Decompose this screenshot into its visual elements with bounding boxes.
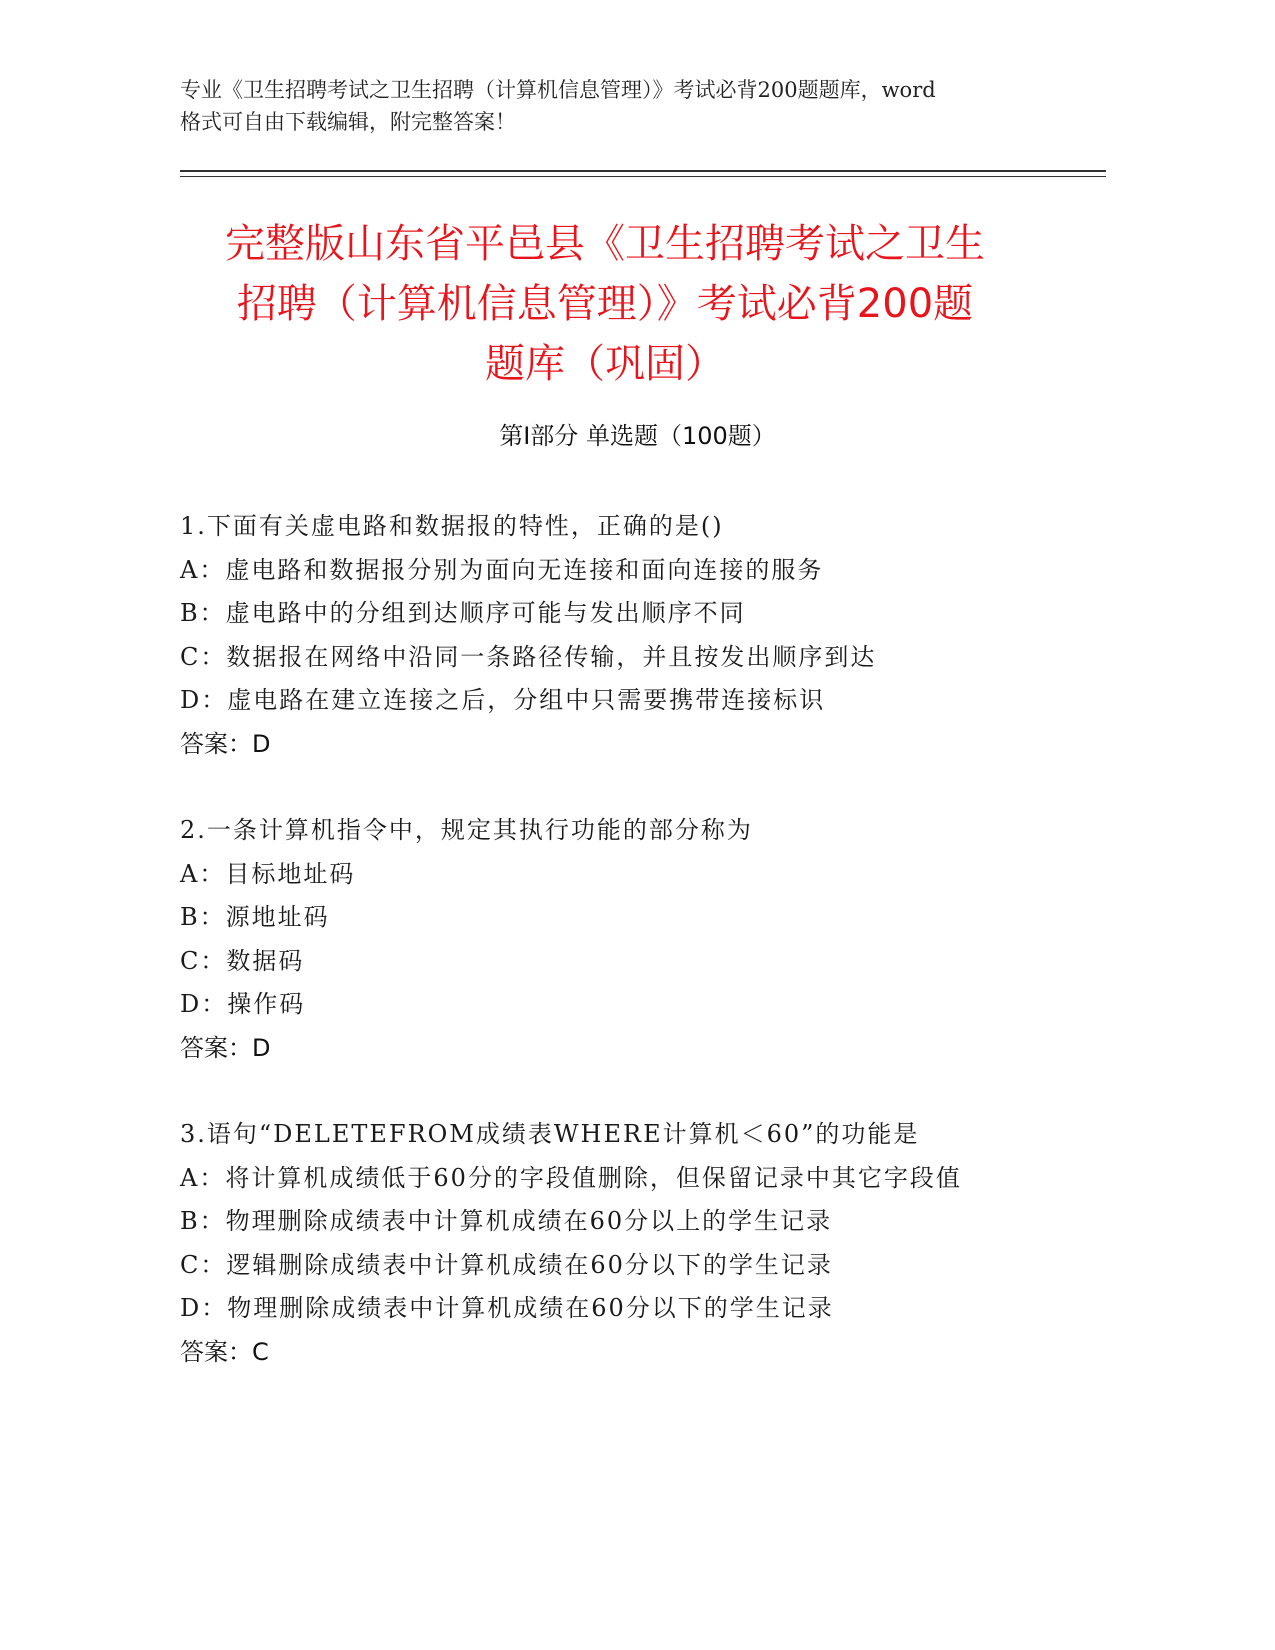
question-item — [180, 1113, 1100, 1374]
document-title-line-3: 题库（巩固） — [485, 341, 725, 387]
header-note-line-2: 格式可自由下载编辑，附完整答案！ — [180, 110, 516, 134]
option-c: C：数据报在网络中沿同一条路径传输，并且按发出顺序到达 — [180, 642, 877, 671]
document-title-line-2: 招聘（计算机信息管理）》考试必背200题 — [236, 281, 974, 327]
option-c: C：数据码 — [180, 946, 305, 975]
option-b: B：物理删除成绩表中计算机成绩在60分以上的学生记录 — [180, 1207, 833, 1235]
option-a: A：目标地址码 — [180, 859, 356, 888]
document-title-line-1: 完整版山东省平邑县《卫生招聘考试之卫生 — [225, 221, 985, 267]
question-list — [180, 505, 1100, 1417]
option-a: A：将计算机成绩低于60分的字段值删除，但保留记录中其它字段值 — [180, 1163, 962, 1192]
header-note-line-1: 专业《卫生招聘考试之卫生招聘（计算机信息管理）》考试必背200题题库，word — [180, 78, 936, 102]
question-stem: 3.语句“DELETEFROM成绩表WHERE计算机＜60”的功能是 — [180, 1120, 920, 1148]
question-item — [180, 505, 1100, 766]
section-heading: 第Ⅰ部分 单选题（100题） — [499, 422, 776, 450]
header-note — [180, 74, 1060, 138]
header-divider-thin — [180, 176, 1106, 177]
option-d: D：物理删除成绩表中计算机成绩在60分以下的学生记录 — [180, 1294, 834, 1322]
header-divider-thick — [180, 170, 1106, 172]
option-b: B：虚电路中的分组到达顺序可能与发出顺序不同 — [180, 599, 746, 627]
option-b: B：源地址码 — [180, 903, 330, 931]
question-stem: 1.下面有关虚电路和数据报的特性，正确的是() — [180, 512, 724, 540]
question-stem: 2.一条计算机指令中，规定其执行功能的部分称为 — [180, 816, 753, 844]
option-d: D：虚电路在建立连接之后，分组中只需要携带连接标识 — [180, 686, 826, 714]
answer-label: 答案：C — [180, 1337, 269, 1366]
option-a: A：虚电路和数据报分别为面向无连接和面向连接的服务 — [180, 555, 824, 584]
answer-label: 答案：D — [180, 729, 271, 758]
option-c: C：逻辑删除成绩表中计算机成绩在60分以下的学生记录 — [180, 1250, 833, 1279]
option-d: D：操作码 — [180, 990, 306, 1018]
document-title — [150, 214, 1060, 394]
answer-label: 答案：D — [180, 1033, 271, 1062]
question-item — [180, 809, 1100, 1070]
